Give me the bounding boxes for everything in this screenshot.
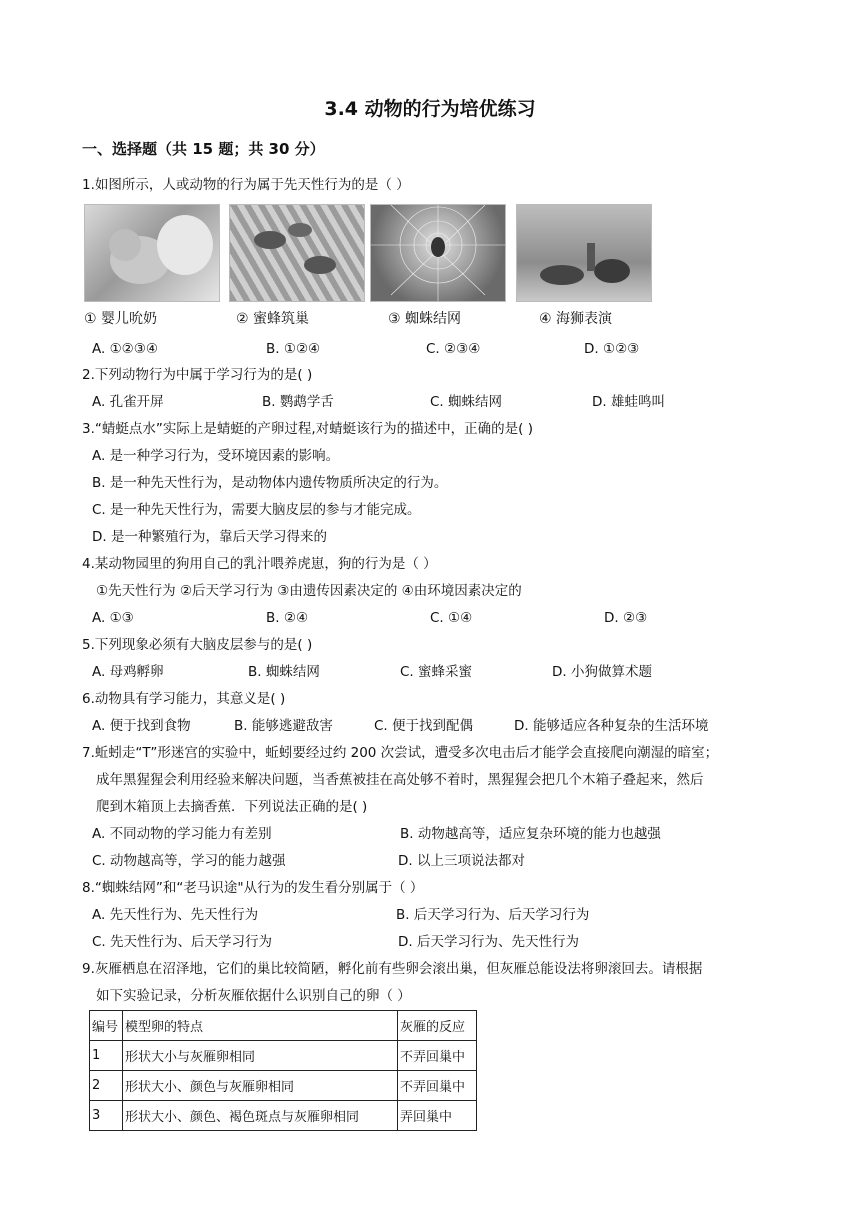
q4-option-a: A. ①③ xyxy=(92,610,134,626)
q1-option-a: A. ①②③④ xyxy=(92,341,158,357)
question-9-stem-line-1: 9.灰雁栖息在沼泽地，它们的巢比较简陋，孵化前有些卵会滚出巢，但灰雁总能设法将卵滚回去。请根据 xyxy=(82,961,703,977)
table-row xyxy=(90,1041,477,1071)
experiment-table xyxy=(89,1010,477,1131)
q5-option-a: A. 母鸡孵卵 xyxy=(92,664,164,680)
table-cell: 不弄回巢中 xyxy=(398,1071,477,1101)
q1-option-c: C. ②③④ xyxy=(426,341,481,357)
q6-option-c: C. 便于找到配偶 xyxy=(374,718,474,734)
q2-option-c: C. 蜘蛛结网 xyxy=(430,394,503,410)
table-cell: 3 xyxy=(90,1101,123,1131)
section-heading: 一、选择题（共 15 题；共 30 分） xyxy=(82,140,325,158)
baby-nursing-image xyxy=(84,204,220,302)
q7-option-b: B. 动物越高等，适应复杂环境的能力也越强 xyxy=(400,826,661,842)
q8-option-d: D. 后天学习行为、先天性行为 xyxy=(398,934,579,950)
table-header-cell: 灰雁的反应 xyxy=(398,1011,477,1041)
table-cell: 形状大小与灰雁卵相同 xyxy=(123,1041,398,1071)
bees-building-image xyxy=(229,204,365,302)
table-header-cell: 编号 xyxy=(90,1011,123,1041)
question-7-stem-line-1: 7.蚯蚓走“T”形迷宫的实验中，蚯蚓要经过约 200 次尝试，遭受多次电击后才能学会直接爬向潮湿的暗室； xyxy=(82,745,719,761)
question-1-caption-2: ② 蜜蜂筑巢 xyxy=(236,311,310,327)
table-cell: 2 xyxy=(90,1071,123,1101)
question-8-stem: 8.“蜘蛛结网”和“老马识途"从行为的发生看分别属于（ ） xyxy=(82,880,424,896)
q4-option-d: D. ②③ xyxy=(604,610,648,626)
table-header-cell: 模型卵的特点 xyxy=(123,1011,398,1041)
q4-option-b: B. ②④ xyxy=(266,610,309,626)
q3-option-a: A. 是一种学习行为，受环境因素的影响。 xyxy=(92,448,340,464)
q6-option-a: A. 便于找到食物 xyxy=(92,718,191,734)
q8-option-c: C. 先天性行为、后天学习行为 xyxy=(92,934,273,950)
spider-web-image xyxy=(370,204,506,302)
q6-option-b: B. 能够逃避敌害 xyxy=(234,718,333,734)
question-5-stem: 5.下列现象必须有大脑皮层参与的是( ) xyxy=(82,637,313,653)
q5-option-d: D. 小狗做算术题 xyxy=(552,664,652,680)
table-cell: 形状大小、颜色、褐色斑点与灰雁卵相同 xyxy=(123,1101,398,1131)
q3-option-b: B. 是一种先天性行为，是动物体内遗传物质所决定的行为。 xyxy=(92,475,448,491)
question-2-stem: 2.下列动物行为中属于学习行为的是( ) xyxy=(82,367,313,383)
question-1-caption-1: ① 婴儿吮奶 xyxy=(84,311,158,327)
table-cell: 不弄回巢中 xyxy=(398,1041,477,1071)
table-cell: 1 xyxy=(90,1041,123,1071)
table-header-row xyxy=(90,1011,477,1041)
question-1-caption-3: ③ 蜘蛛结网 xyxy=(388,311,462,327)
q5-option-c: C. 蜜蜂采蜜 xyxy=(400,664,473,680)
table-cell: 弄回巢中 xyxy=(398,1101,477,1131)
table-row xyxy=(90,1071,477,1101)
question-4-statements: ①先天性行为 ②后天学习行为 ③由遗传因素决定的 ④由环境因素决定的 xyxy=(96,583,522,599)
q7-option-a: A. 不同动物的学习能力有差别 xyxy=(92,826,272,842)
question-6-stem: 6.动物具有学习能力，其意义是( ) xyxy=(82,691,286,707)
question-1-caption-4: ④ 海狮表演 xyxy=(539,311,613,327)
question-1-photos xyxy=(84,204,664,304)
sea-lion-show-image xyxy=(516,204,652,302)
page-title: 3.4 动物的行为培优练习 xyxy=(324,98,536,120)
q2-option-b: B. 鹦鹉学舌 xyxy=(262,394,334,410)
q7-option-d: D. 以上三项说法都对 xyxy=(398,853,525,869)
q8-option-a: A. 先天性行为、先天性行为 xyxy=(92,907,259,923)
question-7-stem-line-2: 成年黑猩猩会利用经验来解决问题，当香蕉被挂在高处够不着时，黑猩猩会把几个木箱子叠起来，然后 xyxy=(96,772,704,788)
table-row xyxy=(90,1101,477,1131)
q3-option-d: D. 是一种繁殖行为，靠后天学习得来的 xyxy=(92,529,327,545)
q1-option-b: B. ①②④ xyxy=(266,341,321,357)
q3-option-c: C. 是一种先天性行为，需要大脑皮层的参与才能完成。 xyxy=(92,502,421,518)
question-7-stem-line-3: 爬到木箱顶上去摘香蕉．下列说法正确的是( ) xyxy=(96,799,368,815)
question-1-stem: 1.如图所示，人或动物的行为属于先天性行为的是（ ） xyxy=(82,177,410,193)
q2-option-a: A. 孔雀开屏 xyxy=(92,394,164,410)
table-cell: 形状大小、颜色与灰雁卵相同 xyxy=(123,1071,398,1101)
q1-option-d: D. ①②③ xyxy=(584,341,640,357)
q8-option-b: B. 后天学习行为、后天学习行为 xyxy=(396,907,590,923)
q7-option-c: C. 动物越高等，学习的能力越强 xyxy=(92,853,286,869)
question-4-stem: 4.某动物园里的狗用自己的乳汁喂养虎崽，狗的行为是（ ） xyxy=(82,556,437,572)
question-9-stem-line-2: 如下实验记录，分析灰雁依据什么识别自己的卵（ ） xyxy=(96,988,411,1004)
q4-option-c: C. ①④ xyxy=(430,610,473,626)
q5-option-b: B. 蜘蛛结网 xyxy=(248,664,320,680)
q6-option-d: D. 能够适应各种复杂的生活环境 xyxy=(514,718,709,734)
q2-option-d: D. 雄蛙鸣叫 xyxy=(592,394,665,410)
question-3-stem: 3.“蜻蜓点水”实际上是蜻蜓的产卵过程,对蜻蜓该行为的描述中，正确的是( ) xyxy=(82,421,533,437)
